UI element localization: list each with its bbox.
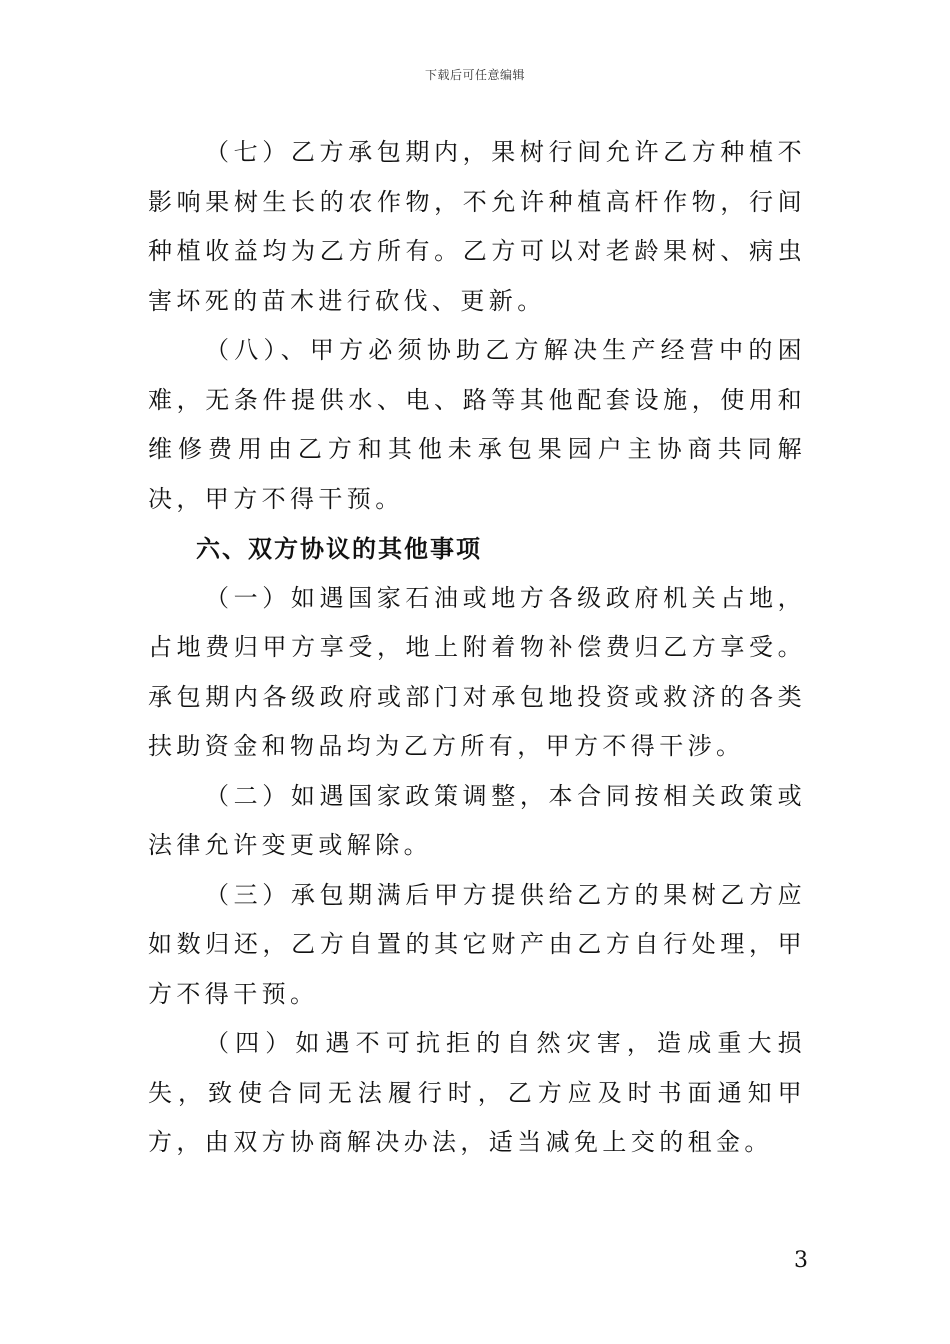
paragraph-section-item-1: （一）如遇国家石油或地方各级政府机关占地，占地费归甲方享受，地上附着物补偿费归乙方享受。承包期内各级政府或部门对承包地投资或救济的各类扶助资金和物品均为乙方所有，甲方不得干涉。 [148, 583, 806, 760]
header-note: 下载后可任意编辑 [424, 68, 525, 82]
paragraph-clause-7: （七）乙方承包期内，果树行间允许乙方种植不影响果树生长的农作物，不允许种植高杆作物，行间种植收益均为乙方所有。乙方可以对老龄果树、病虫害坏死的苗木进行砍伐、更新。 [148, 138, 806, 315]
section-heading: 六、双方协议的其他事项 [196, 534, 482, 563]
paragraph-clause-8: （八）、甲方必须协助乙方解决生产经营中的困难，无条件提供水、电、路等其他配套设施，使用和维修费用由乙方和其他未承包果园户主协商共同解决，甲方不得干预。 [148, 336, 806, 513]
body-text [148, 128, 806, 1168]
paragraph-section-item-3: （三）承包期满后甲方提供给乙方的果树乙方应如数归还，乙方自置的其它财产由乙方自行处理，甲方不得干预。 [148, 880, 806, 1008]
paragraph-section-item-4: （四）如遇不可抗拒的自然灾害，造成重大损失，致使合同无法履行时，乙方应及时书面通知甲方，由双方协商解决办法，适当减免上交的租金。 [148, 1029, 806, 1156]
paragraph-section-item-2: （二）如遇国家政策调整，本合同按相关政策或法律允许变更或解除。 [148, 781, 806, 859]
page-number: 3 [794, 1248, 808, 1273]
